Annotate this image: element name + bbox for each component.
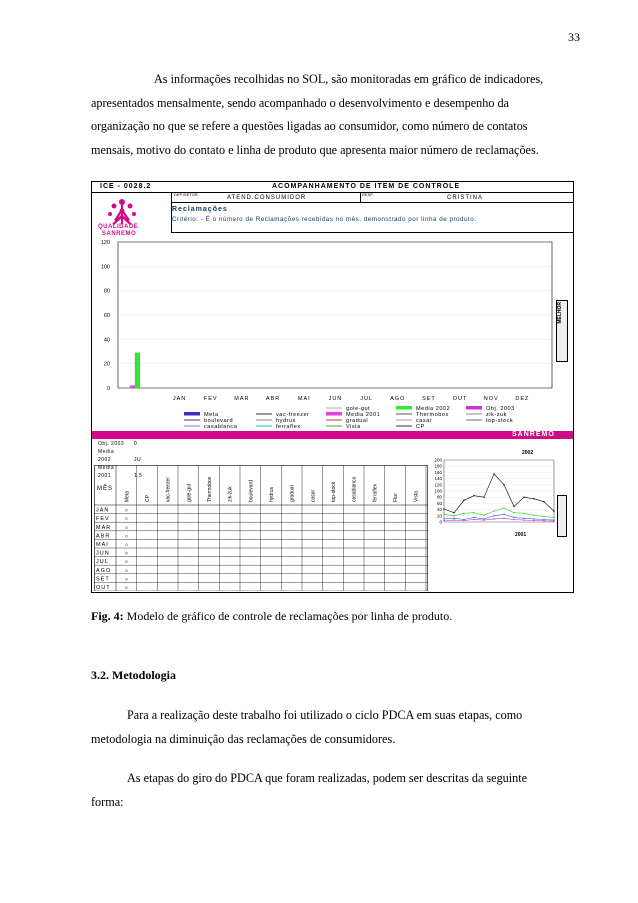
month-label: ABR (96, 533, 111, 540)
data-point (523, 518, 524, 519)
text-line: organização no que se refere a questões ligadas ao consumidor, como número de contatos (91, 119, 528, 133)
data-point (483, 514, 484, 515)
column-header: Vista (413, 490, 420, 502)
data-point (443, 518, 444, 519)
y-tick-label: 40 (103, 337, 110, 344)
data-point (523, 519, 524, 520)
year-2002-label: 2002 (522, 450, 534, 456)
data-point (473, 495, 474, 496)
brand-band-label: SANREMO (512, 431, 555, 438)
meta-value: 0 (125, 559, 128, 565)
month-label: AGO (96, 567, 112, 574)
data-point (453, 518, 454, 519)
legend-label: gole-gut (346, 406, 371, 412)
legend-label: Thermobox (416, 412, 449, 418)
data-point (503, 484, 504, 485)
data-point (513, 517, 514, 518)
section-heading: 3.2. Metodologia (91, 668, 176, 682)
data-point (493, 473, 494, 474)
x-tick-label: FEV (203, 396, 218, 402)
meta-value: 0 (125, 550, 128, 556)
data-point (513, 519, 514, 520)
data-point (543, 519, 544, 520)
column-header: vac-freezer (165, 476, 172, 502)
data-point (513, 512, 514, 513)
legend-label: CP (416, 424, 425, 430)
legend-label: gradual (346, 418, 369, 424)
text-line: apresentados mensalmente, sendo acompanhado o desenvolvimento e desempenho da (91, 95, 509, 110)
monthly-table (94, 465, 428, 596)
x-tick-label: MAR (234, 396, 250, 402)
y-tick-label: 100 (434, 488, 442, 494)
x-tick-label: OUT (452, 396, 468, 402)
data-point (453, 515, 454, 516)
x-tick-label: SET (422, 396, 436, 402)
bar (130, 386, 135, 388)
data-point (483, 519, 484, 520)
month-label: JAN (96, 507, 110, 514)
series-line (444, 508, 554, 517)
meta-value: 0 (125, 542, 128, 547)
legend-label: casablanca (204, 424, 238, 430)
x-tick-label: ABR (265, 396, 281, 402)
data-point (443, 514, 444, 515)
y-tick-label: 0 (106, 386, 110, 392)
column-header: Thermobox (207, 476, 213, 502)
data-point (483, 518, 484, 519)
legend-label: Vista (346, 424, 361, 430)
text-line: Para a realização deste trabalho foi utilizado o ciclo PDCA em suas etapas, como (127, 708, 523, 722)
column-header: gole-gut (186, 483, 193, 502)
data-point (533, 514, 534, 515)
x-tick-label: MAI (297, 396, 311, 402)
y-tick-label: 0 (439, 519, 442, 525)
column-header: Flor (393, 493, 399, 502)
data-point (493, 510, 494, 511)
subject-title: Reclamações (172, 206, 228, 213)
column-header: gradual (289, 485, 296, 502)
y-tick-label: 180 (434, 463, 442, 469)
column-header: casar (310, 489, 317, 502)
data-point (443, 508, 444, 509)
text-line: mensais, motivo do contato e linha de produto que apresenta maior número de reclamações. (91, 142, 539, 157)
meta-value: 0 (125, 533, 128, 539)
logo-text-1: QUALIDADE (98, 224, 139, 230)
data-point (553, 517, 554, 518)
column-header: casablanca (351, 476, 358, 502)
legend-swatch (396, 406, 412, 410)
x-tick-label: DEZ (515, 396, 530, 402)
series-line (444, 514, 554, 520)
caption-text: Modelo de gráfico de controle de reclamações por linha de produto. (123, 609, 453, 623)
y-tick-label: 140 (434, 476, 442, 482)
column-header: ferraflex (372, 483, 379, 502)
legend-label: Media 2001 (346, 412, 381, 418)
x-tick-label: JAN (172, 396, 187, 402)
data-point (533, 518, 534, 519)
data-point (533, 498, 534, 499)
form-header: ACOMPANHAMENTO DE ITEM DE CONTROLE (272, 183, 461, 190)
data-point (543, 501, 544, 502)
column-header: zik-zuk (227, 486, 234, 502)
data-point (473, 519, 474, 520)
month-label: MAI (96, 542, 109, 548)
logo-text-2: SANREMO (102, 231, 137, 237)
monthly-bar-chart (92, 238, 573, 426)
data-point (493, 515, 494, 516)
history-line-chart (424, 456, 572, 528)
obj-value: JU (134, 457, 142, 463)
x-tick-label: NOV (483, 396, 499, 402)
data-point (553, 510, 554, 511)
meta-value: 0 (125, 507, 128, 513)
x-tick-label: AGO (390, 396, 406, 402)
y-tick-label: 160 (434, 469, 442, 475)
dep-value: ATEND.CONSUMIDOR (227, 195, 307, 201)
meta-value: 0 (125, 585, 128, 590)
mes-header: MÊS (97, 486, 114, 492)
data-point (473, 517, 474, 518)
text-line: As informações recolhidas no SOL, são monitoradas em gráfico de indicadores, (154, 72, 544, 86)
data-point (483, 497, 484, 498)
month-label: JUN (96, 550, 110, 557)
legend-label: boulevard (204, 418, 234, 424)
x-tick-label: JUL (360, 396, 373, 402)
text-line: forma: (91, 794, 124, 809)
column-header: hydrus (269, 486, 275, 502)
criteria-text: Critério: - É o número de Reclamações recebidas no mês, demonstrado por linha de produto. (172, 216, 477, 223)
column-header: Meta (124, 490, 131, 502)
legend-label: ferraflex (276, 424, 301, 430)
control-chart-figure (91, 181, 574, 593)
form-code: ICE - 0028.2 (100, 183, 152, 190)
y-tick-label: 20 (436, 513, 442, 519)
legend-label: top-stock (486, 418, 514, 424)
text-line: metodologia na diminuição das reclamações de consumidores. (91, 731, 396, 746)
data-point (463, 500, 464, 501)
month-label: SET (96, 576, 110, 583)
y-tick-label: 40 (436, 507, 442, 513)
month-label: MAR (96, 524, 112, 531)
y-tick-label: 60 (103, 313, 110, 319)
month-label: OUT (96, 585, 111, 591)
dep-label: DEP./SETOR (174, 192, 198, 197)
y-tick-label: 60 (436, 500, 442, 506)
figure-caption (91, 609, 452, 624)
data-point (523, 497, 524, 498)
data-point (533, 520, 534, 521)
x-tick-label: JUN (328, 396, 343, 402)
legend-swatch (466, 406, 482, 410)
paragraph-intro (91, 68, 578, 162)
paragraph-steps (91, 767, 578, 814)
data-point (553, 520, 554, 521)
chart-legend (176, 405, 556, 431)
legend-label: Media 2002 (416, 406, 451, 412)
legend-label: vac-freezer (276, 412, 310, 418)
obj-value: 0 (134, 441, 138, 447)
caption-label: Fig. 4: (91, 609, 124, 623)
meta-value: 0 (125, 524, 128, 530)
data-point (503, 514, 504, 515)
series-line (444, 474, 554, 513)
melhor-arrow-small (557, 495, 567, 537)
y-tick-label: 200 (434, 457, 442, 463)
legend-swatch (184, 412, 200, 416)
y-tick-label: 80 (436, 494, 442, 500)
month-label: JUL (96, 559, 109, 566)
column-header: top-stock (331, 481, 337, 502)
resp-label: RESP. (362, 192, 374, 197)
column-header: CP (145, 495, 151, 502)
legend-swatch (326, 412, 342, 416)
legend-label: zik-zuk (486, 412, 507, 418)
bar (135, 353, 140, 388)
data-point (513, 506, 514, 507)
data-point (493, 518, 494, 519)
paragraph-method (91, 704, 578, 751)
series-line (444, 518, 554, 521)
data-point (503, 507, 504, 508)
meta-value: 0 (125, 567, 128, 573)
month-label: FEV (96, 516, 110, 523)
data-point (523, 513, 524, 514)
y-tick-label: 120 (434, 482, 442, 488)
data-point (463, 513, 464, 514)
obj-label: Media 2001 (98, 465, 115, 479)
y-tick-label: 20 (103, 361, 110, 368)
data-point (443, 520, 444, 521)
y-tick-label: 100 (100, 264, 110, 271)
year-2001-label: 2001 (515, 532, 527, 538)
data-point (463, 520, 464, 521)
data-point (503, 518, 504, 519)
resp-value: CRISTINA (447, 195, 484, 201)
obj-value: 1,5 (134, 473, 143, 479)
legend-label: casar (416, 418, 433, 424)
melhor-label: MELHOR (557, 302, 563, 324)
meta-value: 0 (125, 576, 128, 582)
legend-label: hydrus (276, 418, 296, 424)
y-tick-label: 80 (103, 288, 110, 295)
meta-value: 0 (125, 516, 128, 522)
page-number: 33 (568, 30, 580, 44)
text-line: As etapas do giro do PDCA que foram realizadas, podem ser descritas da seguinte (127, 771, 528, 785)
obj-label: Obj. 2003 (98, 441, 125, 447)
column-header: boulevard (248, 480, 255, 502)
legend-label: Obj. 2003 (486, 406, 515, 412)
y-tick-label: 120 (100, 240, 110, 246)
brand-band (92, 431, 573, 439)
obj-label: Media 2002 (98, 449, 115, 463)
legend-label: Meta (204, 412, 219, 418)
data-point (543, 516, 544, 517)
data-point (453, 512, 454, 513)
data-point (543, 520, 544, 521)
data-point (453, 519, 454, 520)
data-point (473, 512, 474, 513)
